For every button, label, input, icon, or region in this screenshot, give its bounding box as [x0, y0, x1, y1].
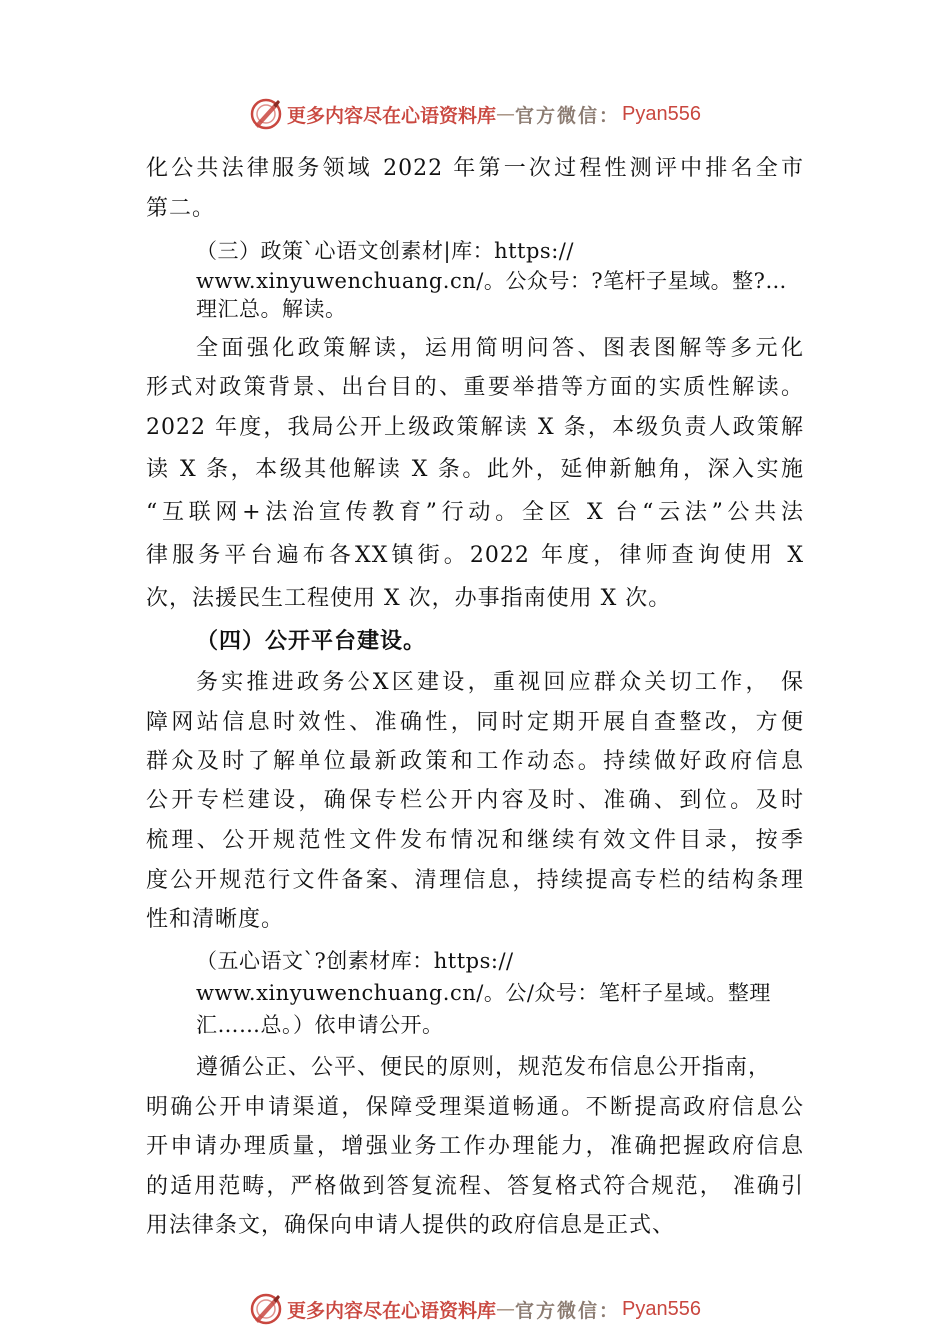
body-line: 明确公开申请渠道，保障受理渠道畅通。不断提高政府信息公 — [146, 1095, 804, 1120]
pen-logo-icon — [249, 1292, 283, 1326]
body-line: 的适用范畴，严格做到答复流程、答复格式符合规范， 准确引 — [146, 1174, 804, 1199]
header-wechat-label: 官方微信： — [515, 104, 621, 127]
pen-logo-icon — [249, 97, 283, 131]
section-heading: （五心语文`?创素材库：https:// — [196, 949, 514, 973]
body-line: www.xinyuwenchuang.cn/。公/众号：笔杆子星域。整理 — [196, 981, 771, 1005]
body-line: 遵循公正、公平、便民的原则，规范发布信息公开指南， — [196, 1055, 772, 1080]
footer-banner — [0, 1289, 950, 1329]
footer-wechat-id: Pyan556 — [622, 1297, 701, 1320]
body-line: 梳理、公开规范性文件发布情况和继续有效文件目录，按季 — [146, 828, 804, 853]
body-line: 公开专栏建设，确保专栏公开内容及时、准确、到位。及时 — [146, 788, 804, 813]
section-heading: （三）政策`心语文创素材|库：https:// — [196, 239, 574, 263]
footer-dash: — — [496, 1298, 516, 1320]
footer-wechat-label: 官方微信： — [515, 1299, 621, 1322]
body-line: 务实推进政务公X区建设，重视回应群众关切工作， 保 — [196, 670, 804, 695]
body-line: 读 X 条，本级其他解读 X 条。此外，延伸新触角，深入实施 — [146, 457, 804, 482]
body-line: 第二。 — [146, 196, 216, 221]
body-line: 理汇总。解读。 — [196, 297, 347, 321]
header-banner — [0, 94, 950, 134]
body-line: 律服务平台遍布各XX镇街。2022 年度，律师查询使用 X — [146, 543, 804, 568]
body-line: 2022 年度，我局公开上级政策解读 X 条，本级负责人政策解 — [146, 415, 804, 440]
body-line: 汇……总。）依申请公开。 — [196, 1013, 444, 1037]
body-line: 形式对政策背景、出台目的、重要举措等方面的实质性解读。 — [146, 375, 804, 400]
body-line: 障网站信息时效性、准确性，同时定期开展自查整改，方便 — [146, 710, 804, 735]
body-line: “互联网+法治宣传教育”行动。全区 X 台“云法”公共法 — [146, 500, 804, 525]
body-line: 化公共法律服务领域 2022 年第一次过程性测评中排名全市 — [146, 156, 804, 181]
header-dash: — — [496, 103, 516, 125]
body-line: 用法律条文，确保向申请人提供的政府信息是正式、 — [146, 1213, 676, 1238]
body-line: 开申请办理质量，增强业务工作办理能力，准确把握政府信息 — [146, 1134, 804, 1159]
header-wechat-id: Pyan556 — [622, 102, 701, 125]
footer-tagline: 更多内容尽在心语资料库 — [287, 1299, 497, 1322]
body-line: 度公开规范行文件备案、清理信息，持续提高专栏的结构条理 — [146, 868, 804, 893]
body-line: 全面强化政策解读，运用简明问答、图表图解等多元化 — [196, 336, 804, 361]
header-tagline: 更多内容尽在心语资料库 — [287, 104, 497, 127]
body-line: www.xinyuwenchuang.cn/。公众号：?笔杆子星域。整?… — [196, 269, 787, 293]
body-line: 性和清晰度。 — [146, 907, 285, 932]
body-line: 群众及时了解单位最新政策和工作动态。持续做好政府信息 — [146, 749, 804, 774]
body-line: 次，法援民生工程使用 X 次，办事指南使用 X 次。 — [146, 586, 672, 611]
section-heading: （四）公开平台建设。 — [196, 628, 427, 654]
